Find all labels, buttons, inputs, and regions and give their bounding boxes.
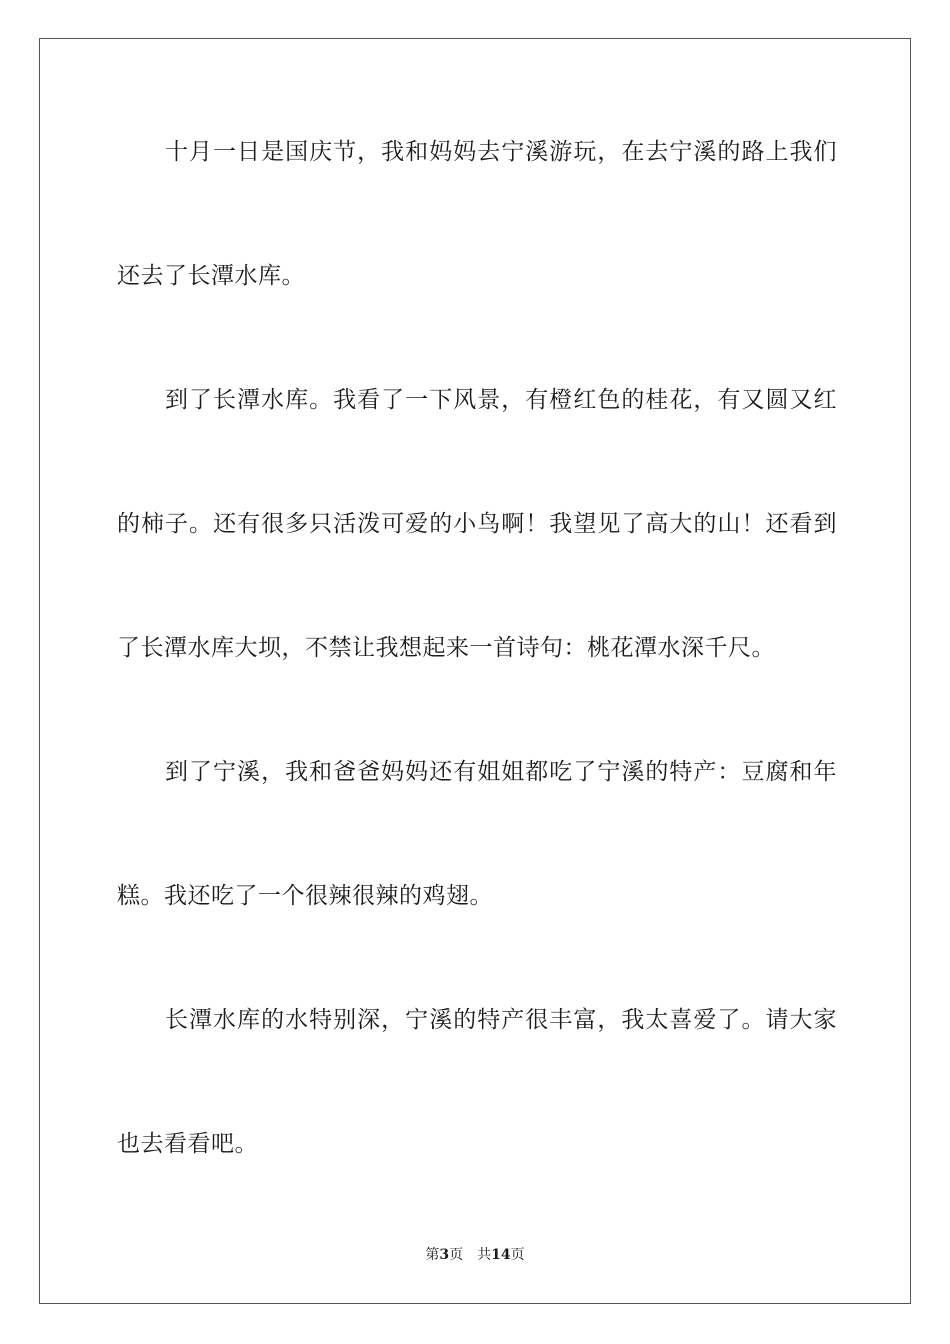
paragraph-1-line-1: 十月一日是国庆节，我和妈妈去宁溪游玩，在去宁溪的路上我们 (165, 139, 837, 165)
page-number-suffix: 页 (449, 1247, 464, 1263)
paragraph-3-line-1: 到了宁溪，我和爸爸妈妈还有姐姐都吃了宁溪的特产：豆腐和年 (165, 759, 837, 785)
paragraph-2-line-3: 了长潭水库大坝，不禁让我想起来一首诗句：桃花潭水深千尺。 (117, 635, 775, 661)
paragraph-4-line-1: 长潭水库的水特别深，宁溪的特产很丰富，我太喜爱了。请大家 (165, 1007, 837, 1033)
paragraph-2-line-2: 的柿子。还有很多只活泼可爱的小鸟啊！我望见了高大的山！还看到 (117, 511, 837, 537)
paragraph-4-line-2: 也去看看吧。 (117, 1131, 258, 1157)
total-pages: 14 (491, 1247, 511, 1263)
total-pages-prefix: 共 (477, 1247, 492, 1263)
page-number: 3 (439, 1247, 450, 1263)
total-pages-suffix: 页 (510, 1247, 525, 1263)
page-footer (0, 1246, 950, 1264)
paragraph-1-line-2: 还去了长潭水库。 (117, 263, 305, 289)
page-number-prefix: 第 (425, 1247, 440, 1263)
paragraph-2-line-1: 到了长潭水库。我看了一下风景，有橙红色的桂花，有又圆又红 (165, 387, 837, 413)
paragraph-3-line-2: 糕。我还吃了一个很辣很辣的鸡翅。 (117, 883, 493, 909)
page-border (39, 38, 911, 1304)
